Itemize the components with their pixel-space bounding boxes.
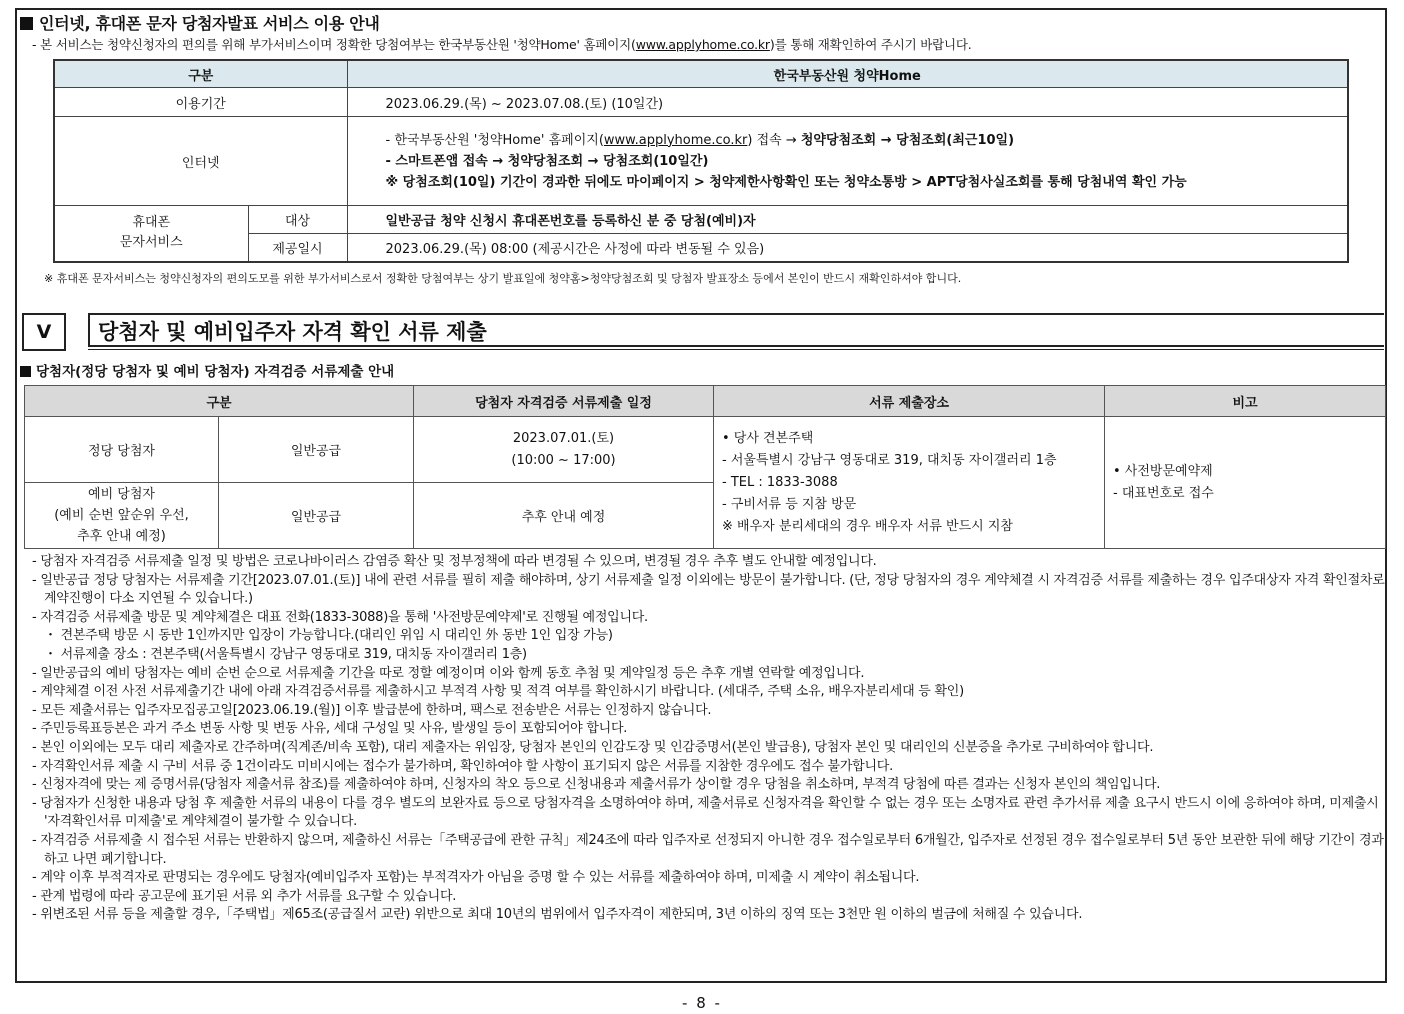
row2-schedule: 추후 안내 예정: [414, 483, 714, 549]
row2-type-3: 추후 안내 예정): [77, 529, 166, 544]
section1-title-text: 인터넷, 휴대폰 문자 당첨자발표 서비스 이용 안내: [39, 14, 380, 33]
t2-header-category: 구분: [25, 386, 414, 417]
target-value: 일반공급 청약 신청시 휴대폰번호를 등록하신 분 중 당첨(예비)자: [347, 206, 1348, 234]
rule-item: - 일반공급 정당 당첨자는 서류제출 기간[2023.07.01.(토)] 내에 관련 서류를 필히 제출 해야하며, 상기 서류제출 일정 이외에는 방문이 불가합니다. (단, 정당 당첨자의 경우 계약체결 시 자격검증 서류를 제출하는 경우 입주대상자 자격 확인절차로 계약진행이 다소 지연될 수 있습니다.): [32, 572, 1385, 607]
t2-header-location: 서류 제출장소: [714, 386, 1105, 417]
section5-title: 당첨자 및 예비입주자 자격 확인 서류 제출: [88, 313, 1384, 347]
sms-footnote: ※ 휴대폰 문자서비스는 청약신청자의 편의도모를 위한 부가서비스로서 정확한 당첨여부는 상기 발표일에 청약홈>청약당첨조회 및 당첨자 발표장소 등에서 본인이 반드시 재확인하셔야 합니다.: [44, 272, 962, 285]
rule-item: - 모든 제출서류는 입주자모집공고일[2023.06.19.(월)] 이후 발급분에 한하며, 팩스로 전송받은 서류는 인정하지 않습니다.: [32, 702, 712, 718]
section1-title: [20, 11, 380, 34]
rule-item: - 자격검증 서류제출 방문 및 계약체결은 대표 전화(1833-3088)을 통해 '사전방문예약제'로 진행될 예정입니다.: [32, 609, 648, 625]
sms-label-2: 문자서비스: [119, 235, 183, 251]
document-submission-table: [24, 385, 1386, 549]
internet-line1-pre: - 한국부동산원 '청약Home' 홈페이지(: [385, 132, 604, 148]
row2-type-2: (예비 순번 앞순위 우선,: [54, 508, 189, 523]
rule-subitem: ・ 서류제출 장소 : 견본주택(서울특별시 강남구 영동대로 319, 대치동 자이갤러리 1층): [44, 646, 527, 662]
internet-line3: ※ 당첨조회(10일) 기간이 경과한 뒤에도 마이페이지 > 청약제한사항확인 또는 청약소통방 > APT당첨사실조회를 통해 당첨내역 확인 가능: [385, 174, 1187, 190]
period-value: 2023.06.29.(목) ~ 2023.07.08.(토) (10일간): [347, 88, 1348, 117]
sms-label: [54, 206, 248, 262]
rule-item: - 관계 법령에 따라 공고문에 표기된 서류 외 추가 서류를 요구할 수 있습니다.: [32, 888, 457, 904]
section1-note: [32, 35, 972, 53]
rule-item: - 자격확인서류 제출 시 구비 서류 중 1건이라도 미비시에는 접수가 불가하며, 확인하여야 할 사항이 표기되지 않은 서류를 지참한 경우에도 접수 불가합니다.: [32, 758, 893, 774]
subsection-title-text: 당첨자(정당 당첨자 및 예비 당첨자) 자격검증 서류제출 안내: [36, 364, 395, 380]
applyhome-link[interactable]: www.applyhome.co.kr: [635, 37, 770, 52]
rule-item: - 당첨자 자격검증 서류제출 일정 및 방법은 코로나바이러스 감염증 확산 및 정부정책에 따라 변경될 수 있으며, 변경될 경우 추후 별도 안내할 예정입니다.: [32, 554, 877, 569]
applyhome-link-2[interactable]: www.applyhome.co.kr: [603, 132, 748, 148]
rule-subitem: ・ 견본주택 방문 시 동반 1인까지만 입장이 가능합니다.(대리인 위임 시 대리인 外 동반 1인 입장 가능): [44, 628, 613, 644]
rule-item: - 계약 이후 부적격자로 판명되는 경우에도 당첨자(예비입주자 포함)는 부적격자가 아님을 증명 할 수 있는 서류를 제출하여야 하며, 미제출 시 계약이 취소됩니다.: [32, 870, 920, 886]
note-pre: - 본 서비스는 청약신청자의 편의를 위해 부가서비스이며 정확한 당첨여부는 한국부동산원 '청약Home' 홈페이지(: [32, 37, 636, 52]
rule-item: - 자격검증 서류제출 시 접수된 서류는 반환하지 않으며, 제출하신 서류는「주택공급에 관한 규칙」제24조에 따라 입주자로 선정되지 아니한 경우 접수일로부터 6개월간, 입주자로 선정된 경우 접수일로부터 5년 동안 보관한 뒤에 해당 기간이 경과하고 나면 폐기합니다.: [32, 832, 1384, 867]
location-line-5: ※ 배우자 분리세대의 경우 배우자 서류 반드시 지참: [722, 518, 1013, 534]
provide-label: 제공일시: [248, 234, 347, 262]
section5-number: V: [22, 313, 66, 351]
remark-line-2: - 대표번호로 접수: [1113, 485, 1214, 501]
location-line-2: - 서울특별시 강남구 영동대로 319, 대치동 자이갤러리 1층: [722, 452, 1057, 468]
note-post: )를 통해 재확인하여 주시기 바랍니다.: [769, 37, 972, 52]
t1-header-applyhome: 한국부동산원 청약Home: [347, 60, 1348, 88]
internet-line1-mid: ) 접속 →: [747, 132, 801, 148]
row1-date: 2023.07.01.(토): [512, 430, 615, 446]
row2-type-1: 예비 당첨자: [88, 487, 155, 502]
page-number: - 8 -: [682, 994, 722, 1012]
location-line-4: - 구비서류 등 지참 방문: [722, 496, 857, 512]
rule-item: - 신청자격에 맞는 제 증명서류(당첨자 제출서류 참조)를 제출하여야 하며, 신청자의 착오 등으로 신청내용과 제출서류가 상이할 경우 당첨을 취소하며, 부적격 당첨에 따른 결과는 신청자 본인의 책임입니다.: [32, 777, 1161, 793]
provide-value: 2023.06.29.(목) 08:00 (제공시간은 사정에 따라 변동될 수 있음): [347, 234, 1348, 262]
square-bullet-icon: [20, 17, 33, 30]
rule-item: - 본인 이외에는 모두 대리 제출자로 간주하며(직계존/비속 포함), 대리 제출자는 위임장, 당첨자 본인의 인감도장 및 인감증명서(본인 발급용), 당첨자 본인 및 대리인의 신분증을 추가로 구비하여야 합니다.: [32, 739, 1154, 755]
internet-details: [347, 117, 1348, 206]
internet-line1-bold: 청약당첨조회 → 당첨조회(최근10일): [800, 132, 1015, 148]
internet-label: 인터넷: [54, 117, 347, 206]
remark-line-1: • 사전방문예약제: [1113, 463, 1213, 479]
period-label: 이용기간: [54, 88, 347, 117]
t2-header-schedule: 당첨자 자격검증 서류제출 일정: [414, 386, 714, 417]
t2-header-remarks: 비고: [1105, 386, 1386, 417]
row1-type: 정당 당첨자: [25, 417, 219, 483]
row1-schedule: [414, 417, 714, 483]
t1-header-category: 구분: [54, 60, 347, 88]
rule-item: - 계약체결 이전 사전 서류제출기간 내에 아래 자격검증서류를 제출하시고 부적격 사항 및 적격 여부를 확인하시기 바랍니다. (세대주, 주택 소유, 배우자분리세대 등 확인): [32, 684, 964, 700]
remarks-cell: [1105, 417, 1386, 549]
announcement-service-table: [53, 59, 1349, 263]
rule-item: - 당첨자가 신청한 내용과 당첨 후 제출한 서류의 내용이 다를 경우 별도의 보완자료 등으로 당첨자격을 소명하여야 하며, 제출서류로 신청자격을 확인할 수 없는 경우 또는 소명자료 관련 추가서류 제출 요구시 반드시 이에 응하여야 하며, 미제출시 '자격확인서류 미제출'로 계약체결이 불가할 수 있습니다.: [32, 795, 1379, 830]
row2-type: [25, 483, 219, 549]
row2-supply: 일반공급: [219, 483, 414, 549]
section5-header: [22, 313, 1386, 351]
subsection-title: [20, 360, 394, 380]
internet-line1: [386, 130, 1338, 151]
location-line-3: - TEL : 1833-3088: [722, 474, 838, 490]
submission-location: [714, 417, 1105, 549]
row1-supply: 일반공급: [219, 417, 414, 483]
internet-line2: - 스마트폰앱 접속 → 청약당첨조회 → 당첨조회(10일간): [385, 153, 709, 169]
sms-label-1: 휴대폰: [132, 215, 171, 231]
target-label: 대상: [248, 206, 347, 234]
square-bullet-icon-2: [20, 366, 31, 377]
rules-list: [32, 553, 1386, 925]
location-line-1: • 당사 견본주택: [722, 430, 814, 446]
rule-item: - 일반공급의 예비 당첨자는 예비 순번 순으로 서류제출 기간을 따로 정할 예정이며 이와 함께 동호 추첨 및 계약일정 등은 추후 개별 연락할 예정입니다.: [32, 665, 865, 681]
rule-item: - 위변조된 서류 등을 제출할 경우,「주택법」제65조(공급질서 교란) 위반으로 최대 10년의 범위에서 입주자격이 제한되며, 3년 이하의 징역 또는 3천만 원 이하의 벌금에 처해질 수 있습니다.: [32, 907, 1083, 923]
row1-time: (10:00 ~ 17:00): [511, 452, 616, 468]
rule-item: - 주민등록표등본은 과거 주소 변동 사항 및 변동 사유, 세대 구성일 및 사유, 발생일 등이 포함되어야 합니다.: [32, 721, 628, 737]
